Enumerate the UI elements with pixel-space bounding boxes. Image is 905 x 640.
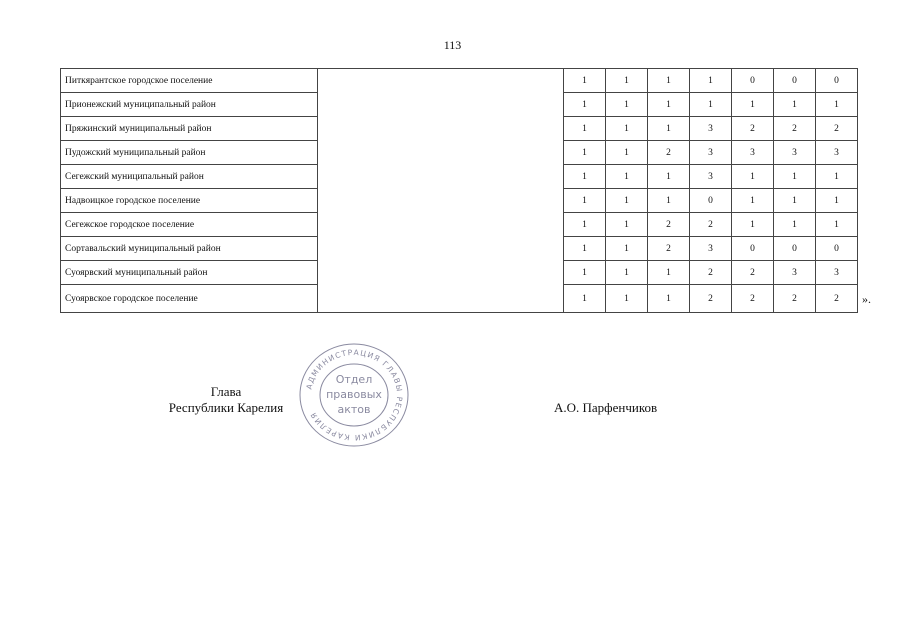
row-name-cell: Пряжинский муниципальный район xyxy=(61,117,318,141)
value-cell: 0 xyxy=(690,189,732,213)
value-cell: 1 xyxy=(606,69,648,93)
closing-quote: ». xyxy=(862,292,871,306)
seal-center-line3: актов xyxy=(337,403,371,416)
table-row xyxy=(61,69,858,93)
value-cell: 2 xyxy=(690,261,732,285)
value-cell: 1 xyxy=(816,165,858,189)
value-cell: 0 xyxy=(816,69,858,93)
value-cell: 1 xyxy=(774,93,816,117)
value-cell: 2 xyxy=(648,213,690,237)
value-cell: 3 xyxy=(816,141,858,165)
value-cell: 3 xyxy=(690,237,732,261)
value-cell: 0 xyxy=(816,237,858,261)
value-cell: 1 xyxy=(606,237,648,261)
value-cell: 1 xyxy=(648,93,690,117)
value-cell: 1 xyxy=(564,237,606,261)
value-cell: 3 xyxy=(690,165,732,189)
value-cell: 2 xyxy=(816,117,858,141)
value-cell: 1 xyxy=(564,213,606,237)
value-cell: 0 xyxy=(732,237,774,261)
value-cell: 1 xyxy=(816,189,858,213)
row-name-cell: Надвоицкое городское поселение xyxy=(61,189,318,213)
value-cell: 1 xyxy=(564,141,606,165)
data-table xyxy=(60,68,858,313)
row-name-cell: Сегежский муниципальный район xyxy=(61,165,318,189)
value-cell: 2 xyxy=(816,285,858,313)
value-cell: 1 xyxy=(732,213,774,237)
value-cell: 2 xyxy=(648,141,690,165)
value-cell: 1 xyxy=(606,261,648,285)
value-cell: 1 xyxy=(606,165,648,189)
value-cell: 1 xyxy=(606,285,648,313)
value-cell: 1 xyxy=(606,213,648,237)
value-cell: 1 xyxy=(690,69,732,93)
value-cell: 1 xyxy=(564,261,606,285)
value-cell: 1 xyxy=(564,165,606,189)
value-cell: 1 xyxy=(648,165,690,189)
value-cell: 1 xyxy=(606,189,648,213)
value-cell: 0 xyxy=(732,69,774,93)
value-cell: 1 xyxy=(648,117,690,141)
row-name-cell: Сегежское городское поселение xyxy=(61,213,318,237)
signature-title-line1: Глава xyxy=(210,384,242,399)
value-cell: 1 xyxy=(816,93,858,117)
value-cell: 3 xyxy=(732,141,774,165)
value-cell: 1 xyxy=(648,285,690,313)
value-cell: 0 xyxy=(774,69,816,93)
value-cell: 3 xyxy=(774,141,816,165)
row-name-cell: Прионежский муниципальный район xyxy=(61,93,318,117)
value-cell: 1 xyxy=(732,189,774,213)
value-cell: 1 xyxy=(606,93,648,117)
value-cell: 2 xyxy=(774,285,816,313)
value-cell: 1 xyxy=(648,69,690,93)
row-name-cell: Пудожский муниципальный район xyxy=(61,141,318,165)
seal-center-line1: Отдел xyxy=(335,373,373,386)
empty-merged-cell xyxy=(318,69,564,313)
value-cell: 0 xyxy=(774,237,816,261)
value-cell: 1 xyxy=(564,69,606,93)
value-cell: 1 xyxy=(564,117,606,141)
value-cell: 2 xyxy=(732,117,774,141)
value-cell: 1 xyxy=(774,213,816,237)
signature-title-line2: Республики Карелия xyxy=(168,400,284,415)
value-cell: 1 xyxy=(816,213,858,237)
page-number: 113 xyxy=(443,38,462,52)
seal-center-line2: правовых xyxy=(326,388,382,401)
value-cell: 2 xyxy=(774,117,816,141)
signature-title xyxy=(140,384,312,416)
row-name-cell: Суоярвское городское поселение xyxy=(61,285,318,313)
value-cell: 2 xyxy=(648,237,690,261)
value-cell: 2 xyxy=(690,285,732,313)
value-cell: 3 xyxy=(690,117,732,141)
value-cell: 3 xyxy=(690,141,732,165)
value-cell: 1 xyxy=(774,189,816,213)
value-cell: 3 xyxy=(816,261,858,285)
value-cell: 1 xyxy=(606,117,648,141)
value-cell: 1 xyxy=(774,165,816,189)
row-name-cell: Питкярантское городское поселение xyxy=(61,69,318,93)
value-cell: 1 xyxy=(564,189,606,213)
value-cell: 1 xyxy=(564,93,606,117)
row-name-cell: Суоярвский муниципальный район xyxy=(61,261,318,285)
value-cell: 1 xyxy=(648,261,690,285)
value-cell: 1 xyxy=(564,285,606,313)
value-cell: 2 xyxy=(732,285,774,313)
value-cell: 1 xyxy=(606,141,648,165)
value-cell: 3 xyxy=(774,261,816,285)
value-cell: 1 xyxy=(648,189,690,213)
row-name-cell: Сортавальский муниципальный район xyxy=(61,237,318,261)
value-cell: 1 xyxy=(690,93,732,117)
seal-stamp xyxy=(297,342,411,448)
seal-ring-text: АДМИНИСТРАЦИЯ ГЛАВЫ РЕСПУБЛИКИ КАРЕЛИЯ xyxy=(304,347,405,443)
value-cell: 2 xyxy=(732,261,774,285)
signature-name: А.О. Парфенчиков xyxy=(554,400,658,415)
value-cell: 1 xyxy=(732,165,774,189)
value-cell: 1 xyxy=(732,93,774,117)
value-cell: 2 xyxy=(690,213,732,237)
